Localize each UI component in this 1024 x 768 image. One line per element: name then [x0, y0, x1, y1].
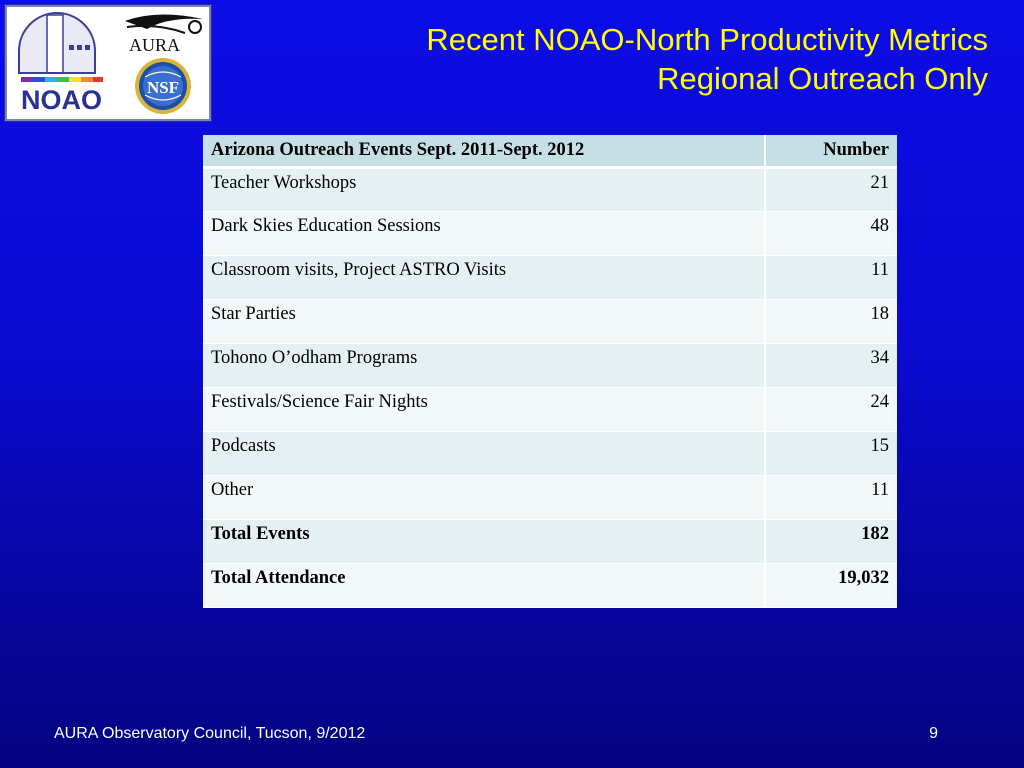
- table-header-row: [203, 135, 897, 167]
- row-label: Tohono O’odham Programs: [203, 343, 765, 387]
- row-value: 15: [870, 435, 889, 456]
- row-value: 19,032: [838, 567, 889, 588]
- table-row: [203, 299, 897, 343]
- footer-text: AURA Observatory Council, Tucson, 9/2012: [54, 725, 366, 742]
- total-attendance-row: [203, 563, 897, 607]
- row-label: Star Parties: [203, 299, 765, 343]
- title-line-1: Recent NOAO-North Productivity Metrics: [426, 22, 988, 57]
- header-event: Arizona Outreach Events Sept. 2011-Sept. 2012: [203, 135, 765, 167]
- logo-panel: [5, 5, 211, 121]
- nsf-seal-icon: [135, 58, 191, 114]
- row-label: Teacher Workshops: [203, 167, 765, 211]
- row-label: Festivals/Science Fair Nights: [203, 387, 765, 431]
- title-line-2: Regional Outreach Only: [657, 61, 988, 96]
- aura-logo-icon: [125, 14, 203, 33]
- table-row: [203, 387, 897, 431]
- table-row: [203, 211, 897, 255]
- spectrum-bar: [21, 77, 103, 82]
- row-label: Classroom visits, Project ASTRO Visits: [203, 255, 765, 299]
- row-value: 48: [870, 215, 889, 236]
- slide-title: [268, 20, 988, 98]
- row-label: Podcasts: [203, 431, 765, 475]
- noao-logo-text: NOAO: [21, 85, 102, 115]
- nsf-logo-text: NSF: [146, 78, 180, 97]
- row-value: 24: [870, 391, 889, 412]
- table-row: [203, 431, 897, 475]
- header-number: Number: [823, 139, 889, 160]
- outreach-metrics-table: [203, 135, 897, 608]
- noao-dome-icon: [19, 13, 95, 73]
- row-label: Other: [203, 475, 765, 519]
- logos-graphic: [7, 7, 209, 119]
- row-value: 182: [861, 523, 889, 544]
- row-value: 11: [871, 259, 889, 280]
- page-number: 9: [929, 725, 938, 742]
- row-value: 11: [871, 479, 889, 500]
- row-value: 18: [870, 303, 889, 324]
- table-row: [203, 343, 897, 387]
- total-events-row: [203, 519, 897, 563]
- table-row: [203, 255, 897, 299]
- row-label: Total Attendance: [203, 563, 765, 607]
- table-row: [203, 475, 897, 519]
- row-value: 21: [870, 172, 889, 193]
- row-label: Total Events: [203, 519, 765, 563]
- row-label: Dark Skies Education Sessions: [203, 211, 765, 255]
- table-row: [203, 167, 897, 211]
- aura-logo-text: AURA: [129, 35, 181, 55]
- row-value: 34: [870, 347, 889, 368]
